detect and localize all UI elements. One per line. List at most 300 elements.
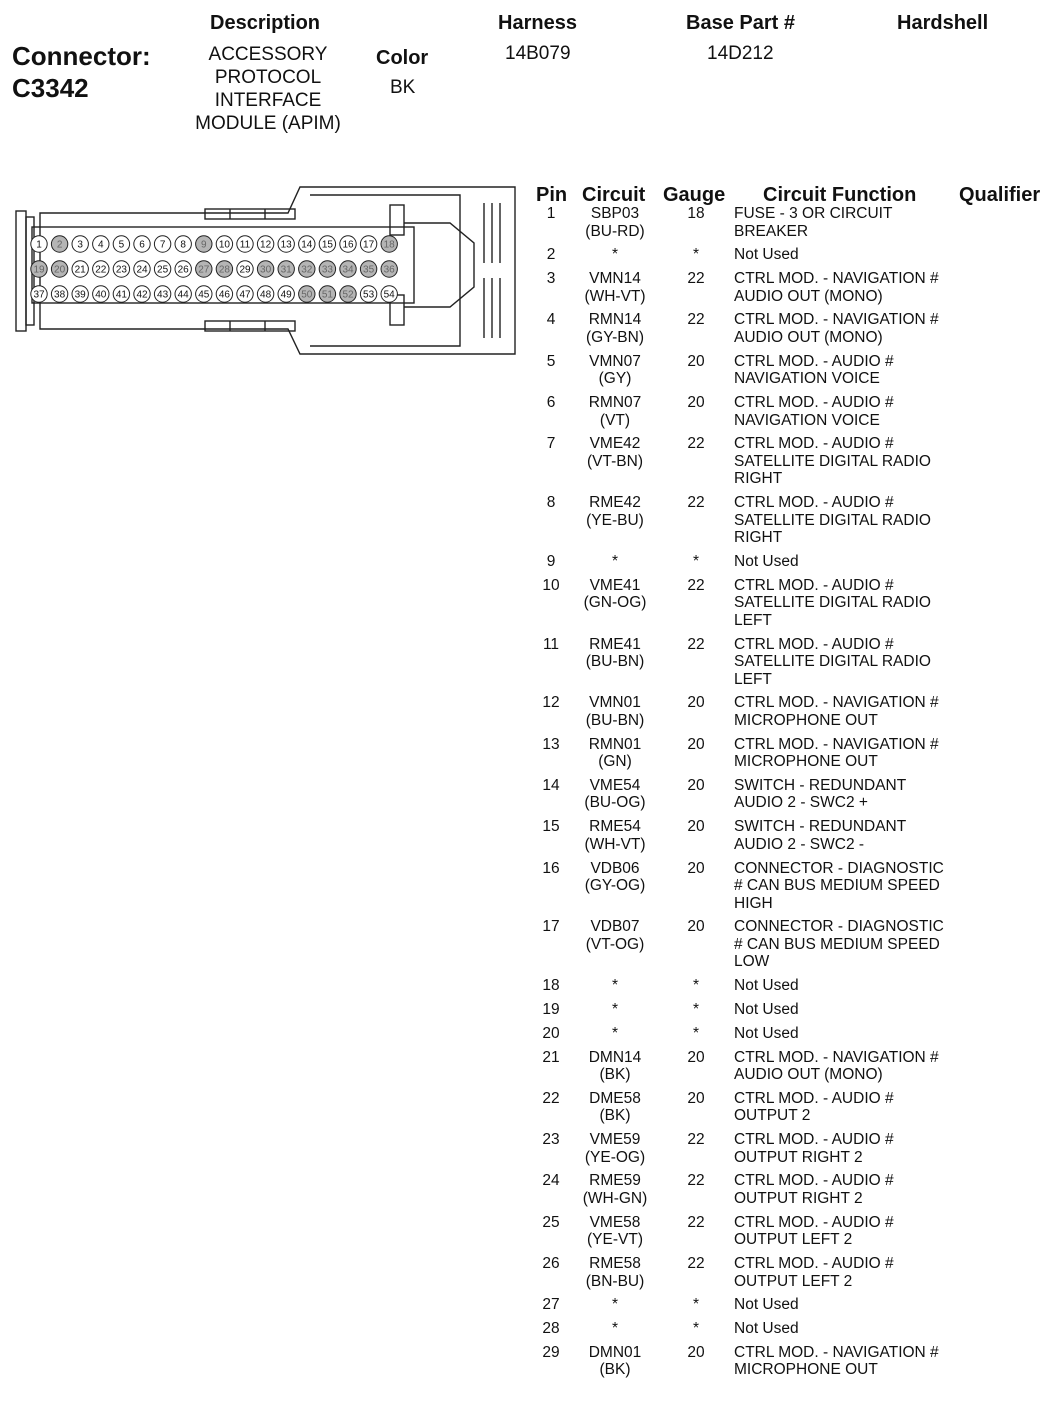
pin-number-label: 30: [260, 264, 272, 276]
base-part-header: Base Part #: [686, 12, 795, 34]
pin-cell-line: 1: [546, 205, 556, 222]
function-cell-line: CTRL MOD. - AUDIO #: [734, 394, 894, 411]
function-cell-line: AUDIO OUT (MONO): [734, 287, 883, 305]
circuit-cell-line: (YE-BU): [586, 511, 644, 529]
pin-number-label: 5: [118, 239, 125, 251]
pin-cell-line: 5: [546, 352, 556, 370]
function-cell: [734, 270, 964, 305]
circuit-cell: [575, 246, 655, 264]
pin-cell-line: 22: [542, 1089, 560, 1107]
pin-number-label: 16: [342, 239, 354, 251]
latch-top: [390, 205, 404, 235]
gauge-cell: [665, 494, 727, 512]
pin-number-label: 19: [33, 264, 45, 276]
pin-cell: [530, 977, 572, 995]
pin-cell: [530, 1025, 572, 1043]
gauge-cell: [665, 577, 727, 595]
gauge-cell-line: 20: [687, 394, 705, 411]
function-cell-line: CTRL MOD. - NAVIGATION #: [734, 694, 939, 712]
pin-cell: [530, 818, 572, 836]
circuit-cell-line: (YE-VT): [587, 1231, 643, 1249]
connector-label: Connector:: [12, 41, 151, 71]
circuit-cell-line: (YE-OG): [584, 1148, 646, 1166]
connector-title: [12, 40, 151, 104]
pin-cell: [530, 736, 572, 754]
circuit-cell-line: VMN07: [589, 352, 641, 370]
circuit-cell: [575, 1049, 655, 1084]
pin-cell: [530, 246, 572, 264]
pin-number-label: 11: [239, 239, 251, 251]
gauge-cell: [665, 1172, 727, 1190]
circuit-cell-line: VMN14: [589, 270, 641, 288]
pin-cell: [530, 1320, 572, 1338]
gauge-cell: [665, 1049, 727, 1067]
function-cell-line: CONNECTOR - DIAGNOSTIC: [734, 918, 944, 936]
function-cell: [734, 1025, 964, 1043]
color-header: Color: [376, 47, 429, 69]
gauge-cell-line: *: [692, 552, 700, 570]
gauge-cell-line: 22: [687, 1255, 705, 1272]
function-cell-line: SATELLITE DIGITAL RADIO: [734, 653, 931, 670]
circuit-cell-line: (WH-VT): [584, 287, 646, 305]
function-cell-line: CTRL MOD. - AUDIO #: [734, 1213, 894, 1231]
pin-number-label: 9: [201, 239, 207, 251]
function-cell: [734, 205, 964, 240]
gauge-cell: [665, 694, 727, 712]
circuit-cell: [575, 1090, 655, 1125]
pin-cell: [530, 494, 572, 512]
pin-number-label: 1: [36, 239, 42, 251]
description-value: [180, 43, 356, 135]
circuit-cell: [575, 1255, 655, 1290]
circuit-cell-line: *: [611, 1296, 619, 1314]
function-cell-line: CTRL MOD. - AUDIO #: [734, 435, 894, 453]
pin-number-label: 43: [157, 289, 169, 301]
pin-number-label: 27: [198, 264, 210, 276]
circuit-cell-line: (GY-BN): [586, 328, 644, 346]
pin-number-label: 20: [54, 264, 66, 276]
gauge-cell-line: 20: [687, 694, 705, 712]
pin-number-label: 2: [56, 239, 63, 251]
description-header: Description: [210, 12, 321, 34]
circuit-cell-line: *: [611, 1320, 619, 1338]
function-cell: [734, 1090, 964, 1125]
gauge-cell: [665, 353, 727, 371]
circuit-cell-line: (BK): [599, 1361, 631, 1379]
function-cell: [734, 636, 964, 689]
pin-cell-line: 14: [542, 776, 560, 794]
qualifier-column-header: Qualifier: [959, 184, 1041, 206]
function-cell: [734, 860, 964, 913]
pin-number-label: 18: [383, 239, 395, 251]
circuit-cell-line: VME58: [589, 1213, 641, 1231]
circuit-cell: [575, 918, 655, 953]
function-cell-line: AUDIO OUT (MONO): [734, 328, 883, 346]
gauge-cell-line: 20: [687, 735, 705, 753]
harness-value: 14B079: [505, 43, 571, 64]
circuit-cell-line: DMN01: [588, 1343, 642, 1361]
top-rib: [205, 209, 295, 219]
function-cell-line: BREAKER: [734, 222, 809, 240]
pin-number-label: 3: [77, 239, 83, 251]
function-cell: [734, 1049, 964, 1084]
pin-number-label: 32: [301, 264, 313, 276]
circuit-cell-line: RME42: [589, 494, 641, 512]
function-cell-line: MICROPHONE OUT: [734, 711, 878, 729]
harness-header: Harness: [498, 12, 577, 34]
circuit-cell: [575, 1344, 655, 1379]
circuit-cell: [575, 553, 655, 571]
pin-number-label: 28: [218, 264, 230, 276]
function-cell-line: LEFT: [734, 670, 772, 688]
pin-number-label: 12: [260, 239, 272, 251]
pin-cell: [530, 1344, 572, 1362]
pin-cell-line: 27: [542, 1296, 560, 1314]
function-cell: [734, 918, 964, 971]
function-cell-line: CTRL MOD. - AUDIO #: [734, 1172, 894, 1190]
pin-cell-line: 18: [542, 977, 560, 995]
description-line: INTERFACE: [214, 90, 322, 111]
function-cell: [734, 1296, 964, 1314]
pin-number-label: 37: [33, 289, 45, 301]
function-cell: [734, 494, 964, 547]
function-cell-line: CTRL MOD. - AUDIO #: [734, 1131, 894, 1149]
circuit-cell-line: RMN14: [588, 311, 642, 329]
pin-cell: [530, 353, 572, 371]
function-column-header: Circuit Function: [763, 184, 917, 206]
pin-number-label: 22: [95, 264, 107, 276]
function-cell-line: OUTPUT LEFT 2: [734, 1272, 853, 1290]
circuit-cell: [575, 694, 655, 729]
gauge-cell: [665, 1344, 727, 1362]
function-cell: [734, 435, 964, 488]
function-cell-line: RIGHT: [734, 529, 783, 547]
gauge-cell-line: 20: [687, 1343, 705, 1361]
function-cell-line: Not Used: [734, 977, 799, 995]
gauge-cell: [665, 1214, 727, 1232]
circuit-cell-line: RME59: [589, 1172, 641, 1190]
pin-cell: [530, 311, 572, 329]
function-cell-line: CTRL MOD. - AUDIO #: [734, 494, 894, 512]
pin-cell-line: 16: [542, 859, 560, 877]
gauge-cell: [665, 1090, 727, 1108]
circuit-cell-line: RMN01: [588, 735, 642, 753]
pin-cell-line: 2: [546, 246, 556, 264]
circuit-cell-line: (GN-OG): [583, 594, 647, 612]
function-cell-line: CTRL MOD. - NAVIGATION #: [734, 1343, 939, 1361]
pin-cell: [530, 1172, 572, 1190]
circuit-cell: [575, 577, 655, 612]
gauge-cell-line: 20: [687, 1089, 705, 1107]
pin-number-label: 46: [218, 289, 230, 301]
pin-cell-line: 3: [546, 270, 556, 288]
pin-cell-line: 21: [542, 1048, 560, 1066]
gauge-cell: [665, 205, 727, 223]
circuit-cell-line: *: [611, 1000, 619, 1018]
circuit-cell: [575, 1214, 655, 1249]
function-cell-line: OUTPUT 2: [734, 1107, 811, 1125]
circuit-cell-line: VME42: [589, 435, 641, 453]
pin-cell: [530, 777, 572, 795]
function-cell: [734, 1320, 964, 1338]
function-cell-line: # CAN BUS MEDIUM SPEED: [734, 877, 940, 894]
pin-number-label: 31: [280, 264, 292, 276]
pin-cell-line: 25: [542, 1213, 560, 1231]
function-cell: [734, 246, 964, 264]
pin-cell: [530, 1255, 572, 1273]
pin-cell-line: 20: [542, 1024, 560, 1042]
function-cell-line: Not Used: [734, 1320, 799, 1338]
gauge-cell-line: 20: [687, 352, 705, 370]
circuit-cell-line: VDB06: [590, 859, 640, 877]
function-cell-line: CTRL MOD. - AUDIO #: [734, 1255, 894, 1272]
function-cell: [734, 1001, 964, 1019]
function-cell-line: SWITCH - REDUNDANT: [734, 818, 907, 836]
function-cell-line: HIGH: [734, 894, 773, 912]
gauge-cell: [665, 860, 727, 878]
circuit-cell-line: (VT-BN): [587, 452, 643, 470]
function-cell-line: SATELLITE DIGITAL RADIO: [734, 452, 931, 470]
gauge-cell-line: 22: [687, 576, 705, 594]
gauge-cell: [665, 394, 727, 412]
pin-cell: [530, 918, 572, 936]
function-cell-line: MICROPHONE OUT: [734, 1361, 878, 1379]
function-cell-line: Not Used: [734, 246, 799, 264]
gauge-cell: [665, 736, 727, 754]
function-cell: [734, 1131, 964, 1166]
gauge-cell: [665, 918, 727, 936]
pin-number-label: 23: [115, 264, 127, 276]
circuit-cell-line: (BU-RD): [585, 222, 645, 240]
circuit-cell: [575, 636, 655, 671]
pin-number-label: 52: [342, 289, 354, 301]
circuit-cell-line: *: [611, 1024, 619, 1042]
pin-number-label: 35: [363, 264, 375, 276]
pin-number-label: 38: [54, 289, 66, 301]
pin-cell: [530, 1090, 572, 1108]
pin-cell: [530, 394, 572, 412]
pin-number-label: 13: [280, 239, 292, 251]
pin-number-label: 41: [115, 289, 127, 301]
function-cell-line: NAVIGATION VOICE: [734, 411, 880, 429]
circuit-cell-line: (GN): [598, 753, 632, 771]
gauge-cell: [665, 1131, 727, 1149]
function-cell-line: NAVIGATION VOICE: [734, 370, 880, 388]
gauge-cell-line: 22: [687, 1172, 705, 1190]
circuit-cell-line: (BU-OG): [584, 794, 646, 812]
function-cell-line: OUTPUT RIGHT 2: [734, 1189, 863, 1207]
circuit-cell-line: *: [611, 977, 619, 995]
function-cell-line: CTRL MOD. - NAVIGATION #: [734, 311, 939, 329]
function-cell: [734, 1214, 964, 1249]
pin-number-label: 15: [321, 239, 333, 251]
circuit-cell-line: VME41: [589, 576, 641, 594]
function-cell-line: CTRL MOD. - NAVIGATION #: [734, 1048, 939, 1066]
gauge-cell: [665, 777, 727, 795]
circuit-cell-line: *: [611, 552, 619, 570]
function-cell-line: Not Used: [734, 552, 799, 570]
circuit-cell: [575, 311, 655, 346]
function-cell-line: AUDIO 2 - SWC2 -: [734, 835, 865, 853]
gauge-cell-line: 22: [687, 494, 705, 512]
gauge-cell-line: 22: [687, 311, 705, 329]
pin-number-label: 49: [280, 289, 292, 301]
pin-number-label: 34: [342, 264, 354, 276]
function-cell: [734, 553, 964, 571]
pin-number-label: 54: [383, 289, 395, 301]
description-line: PROTOCOL: [214, 67, 322, 88]
housing-outline: [40, 187, 515, 354]
pin-cell-line: 19: [542, 1000, 560, 1018]
pin-cell-line: 12: [542, 694, 560, 712]
function-cell-line: CONNECTOR - DIAGNOSTIC: [734, 859, 944, 877]
gauge-cell-line: 20: [687, 918, 705, 936]
gauge-cell-line: *: [692, 1000, 700, 1018]
pin-cell-line: 15: [542, 818, 560, 836]
circuit-column-header: Circuit: [582, 184, 646, 206]
function-cell-line: SATELLITE DIGITAL RADIO: [734, 594, 931, 612]
pin-number-label: 48: [260, 289, 272, 301]
pin-number-label: 44: [177, 289, 189, 301]
pin-cell: [530, 694, 572, 712]
pin-cell-line: 13: [542, 735, 560, 753]
pin-cell: [530, 577, 572, 595]
gauge-cell-line: 22: [687, 1213, 705, 1231]
pin-number-label: 7: [159, 239, 166, 251]
circuit-cell: [575, 205, 655, 240]
function-cell-line: Not Used: [734, 1296, 799, 1314]
function-cell-line: CTRL MOD. - AUDIO #: [734, 576, 894, 594]
pin-number-label: 53: [363, 289, 375, 301]
function-cell-line: CTRL MOD. - AUDIO #: [734, 635, 894, 653]
pin-number-label: 21: [74, 264, 86, 276]
pin-cell-line: 11: [542, 635, 560, 653]
function-cell: [734, 777, 964, 812]
gauge-cell: [665, 1296, 727, 1314]
circuit-cell-line: (BN-BU): [585, 1272, 645, 1290]
circuit-cell-line: RME41: [589, 635, 641, 653]
circuit-cell-line: RME58: [589, 1255, 641, 1272]
gauge-cell-line: *: [692, 977, 700, 995]
pin-number-label: 24: [136, 264, 148, 276]
circuit-cell-line: VME54: [589, 776, 641, 794]
function-cell-line: FUSE - 3 OR CIRCUIT: [734, 205, 893, 222]
pin-cell: [530, 553, 572, 571]
function-cell-line: CTRL MOD. - AUDIO #: [734, 352, 894, 370]
function-cell-line: CTRL MOD. - NAVIGATION #: [734, 270, 939, 288]
circuit-cell: [575, 494, 655, 529]
pin-number-label: 10: [218, 239, 230, 251]
base-part-value: 14D212: [707, 43, 774, 64]
circuit-cell: [575, 860, 655, 895]
function-cell-line: Not Used: [734, 1000, 799, 1018]
circuit-cell-line: (GY-OG): [584, 877, 646, 894]
pin-number-label: 47: [239, 289, 251, 301]
function-cell-line: CTRL MOD. - NAVIGATION #: [734, 735, 939, 753]
gauge-cell-line: 20: [687, 859, 705, 877]
circuit-cell-line: SBP03: [590, 205, 640, 222]
gauge-cell-line: 18: [687, 205, 705, 222]
circuit-cell-line: (VT-OG): [585, 935, 645, 953]
pin-cell-line: 4: [546, 311, 556, 329]
function-cell-line: Not Used: [734, 1024, 799, 1042]
function-cell-line: AUDIO 2 - SWC2 +: [734, 794, 868, 812]
function-cell-line: OUTPUT RIGHT 2: [734, 1148, 863, 1166]
gauge-cell-line: 22: [687, 435, 705, 453]
gauge-cell: [665, 636, 727, 654]
circuit-cell-line: (BK): [599, 1107, 631, 1125]
hardshell-header: Hardshell: [897, 12, 989, 34]
pin-cell: [530, 1001, 572, 1019]
pin-cell: [530, 860, 572, 878]
pin-cell: [530, 270, 572, 288]
function-cell: [734, 1255, 964, 1290]
pin-cell-line: 24: [542, 1172, 560, 1190]
gauge-cell: [665, 1025, 727, 1043]
function-cell-line: RIGHT: [734, 470, 783, 488]
function-cell-line: OUTPUT LEFT 2: [734, 1231, 853, 1249]
function-cell: [734, 353, 964, 388]
pin-column-header: Pin: [536, 184, 568, 206]
pin-cell-line: 8: [546, 494, 556, 512]
circuit-cell-line: *: [611, 246, 619, 264]
pin-cell-line: 6: [546, 394, 556, 411]
gauge-cell: [665, 246, 727, 264]
circuit-cell-line: DME58: [589, 1089, 641, 1107]
circuit-cell: [575, 1131, 655, 1166]
pin-number-label: 39: [74, 289, 86, 301]
pin-cell-line: 28: [542, 1320, 560, 1338]
circuit-cell: [575, 1025, 655, 1043]
pin-number-label: 17: [363, 239, 375, 251]
circuit-cell-line: (BK): [599, 1066, 631, 1083]
connector-face-diagram: [10, 183, 520, 359]
pin-number-label: 8: [180, 239, 186, 251]
description-line: MODULE (APIM): [195, 113, 341, 134]
pin-cell-line: 9: [546, 552, 556, 570]
pin-number-label: 4: [98, 239, 104, 251]
function-cell-line: LOW: [734, 953, 770, 971]
pin-number-label: 45: [198, 289, 210, 301]
function-cell: [734, 311, 964, 346]
gauge-cell: [665, 1001, 727, 1019]
pin-number-label: 25: [157, 264, 169, 276]
function-cell: [734, 577, 964, 630]
circuit-cell: [575, 818, 655, 853]
circuit-cell-line: (GY): [598, 370, 632, 388]
gauge-cell-line: *: [692, 1024, 700, 1042]
circuit-cell: [575, 1001, 655, 1019]
gauge-column-header: Gauge: [663, 184, 726, 206]
gauge-cell-line: 22: [687, 635, 705, 653]
function-cell-line: LEFT: [734, 611, 772, 629]
circuit-cell-line: (BU-BN): [585, 653, 645, 670]
pin-cell: [530, 435, 572, 453]
pin-number-label: 33: [321, 264, 333, 276]
gauge-cell-line: *: [692, 1320, 700, 1338]
circuit-cell-line: (WH-GN): [582, 1189, 648, 1207]
pin-number-label: 14: [301, 239, 313, 251]
pin-number-label: 42: [136, 289, 148, 301]
pin-cell-line: 23: [542, 1131, 560, 1149]
pin-cell-line: 29: [542, 1343, 560, 1361]
pin-cell: [530, 1049, 572, 1067]
pin-number-label: 36: [383, 264, 395, 276]
gauge-cell: [665, 818, 727, 836]
pin-circle-group: [31, 236, 398, 302]
circuit-cell: [575, 270, 655, 305]
gauge-cell: [665, 1320, 727, 1338]
